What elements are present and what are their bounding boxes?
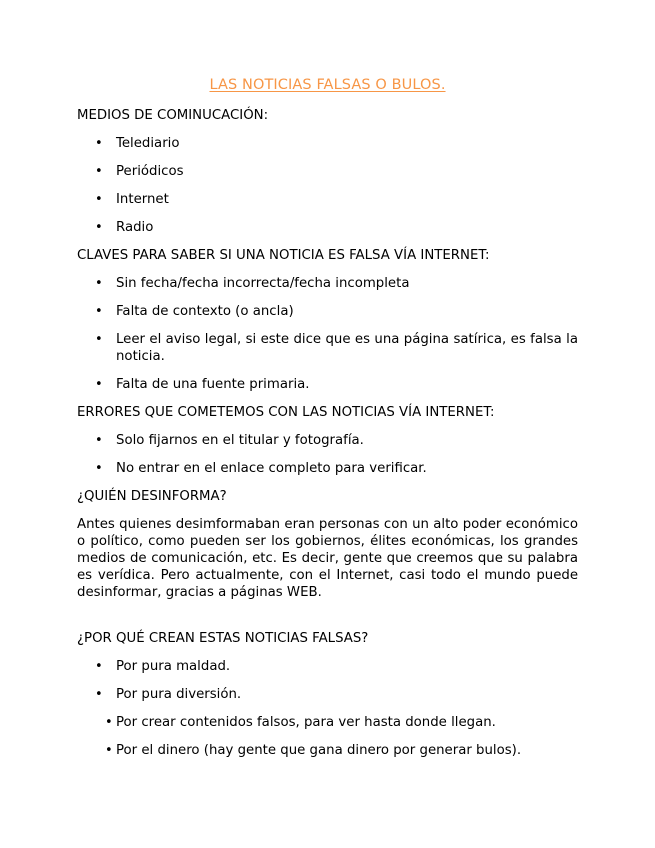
bullet-icon: • bbox=[95, 136, 103, 151]
list-item-text: Por pura maldad. bbox=[116, 659, 231, 674]
bullet-icon: • bbox=[95, 332, 103, 347]
bullet-icon: • bbox=[95, 461, 103, 476]
bullet-icon: • bbox=[105, 743, 113, 758]
list-item-text: Telediario bbox=[116, 136, 180, 151]
list-item-text: Sin fecha/fecha incorrecta/fecha incompleta bbox=[116, 276, 410, 291]
bullet-icon: • bbox=[105, 715, 113, 730]
list-item-text: Por el dinero (hay gente que gana dinero por generar bulos). bbox=[116, 743, 522, 758]
list-item-text: Leer el aviso legal, si este dice que es una página satírica, es falsa la noticia. bbox=[116, 332, 578, 364]
list-item-text: Radio bbox=[116, 220, 154, 235]
list-item-text: Falta de una fuente primaria. bbox=[116, 377, 310, 392]
list-item-text: No entrar en el enlace completo para verificar. bbox=[116, 461, 427, 476]
heading-porque: ¿POR QUÉ CREAN ESTAS NOTICIAS FALSAS? bbox=[77, 631, 369, 646]
heading-quien: ¿QUIÉN DESINFORMA? bbox=[77, 489, 227, 504]
bullet-icon: • bbox=[95, 220, 103, 235]
bullet-icon: • bbox=[95, 276, 103, 291]
heading-claves: CLAVES PARA SABER SI UNA NOTICIA ES FALSA VÍA INTERNET: bbox=[77, 248, 490, 263]
bullet-icon: • bbox=[95, 659, 103, 674]
document-title: LAS NOTICIAS FALSAS O BULOS. bbox=[209, 77, 446, 93]
list-item-text: Falta de contexto (o ancla) bbox=[116, 304, 294, 319]
bullet-icon: • bbox=[95, 377, 103, 392]
bullet-icon: • bbox=[95, 687, 103, 702]
paragraph-quien: Antes quienes desimformaban eran personas con un alto poder económico o político, como pueden ser los gobiernos, élites económicas, los grandes medios de comunicación, etc. Es decir, gente que creemos que su palabra es verídica. Pero actualmente, con el Internet, casi todo el mundo puede desinformar, gracias a páginas WEB. bbox=[77, 517, 578, 600]
list-item-text: Por crear contenidos falsos, para ver hasta donde llegan. bbox=[116, 715, 496, 730]
heading-errores: ERRORES QUE COMETEMOS CON LAS NOTICIAS VÍA INTERNET: bbox=[77, 405, 495, 420]
bullet-icon: • bbox=[95, 192, 103, 207]
bullet-icon: • bbox=[95, 304, 103, 319]
heading-medios: MEDIOS DE COMINUCACIÓN: bbox=[77, 108, 269, 123]
list-item-text: Solo fijarnos en el titular y fotografía. bbox=[116, 433, 364, 448]
list-item-text: Periódicos bbox=[116, 164, 184, 179]
bullet-icon: • bbox=[95, 433, 103, 448]
bullet-icon: • bbox=[95, 164, 103, 179]
list-item-text: Por pura diversión. bbox=[116, 687, 242, 702]
list-item-text: Internet bbox=[116, 192, 169, 207]
